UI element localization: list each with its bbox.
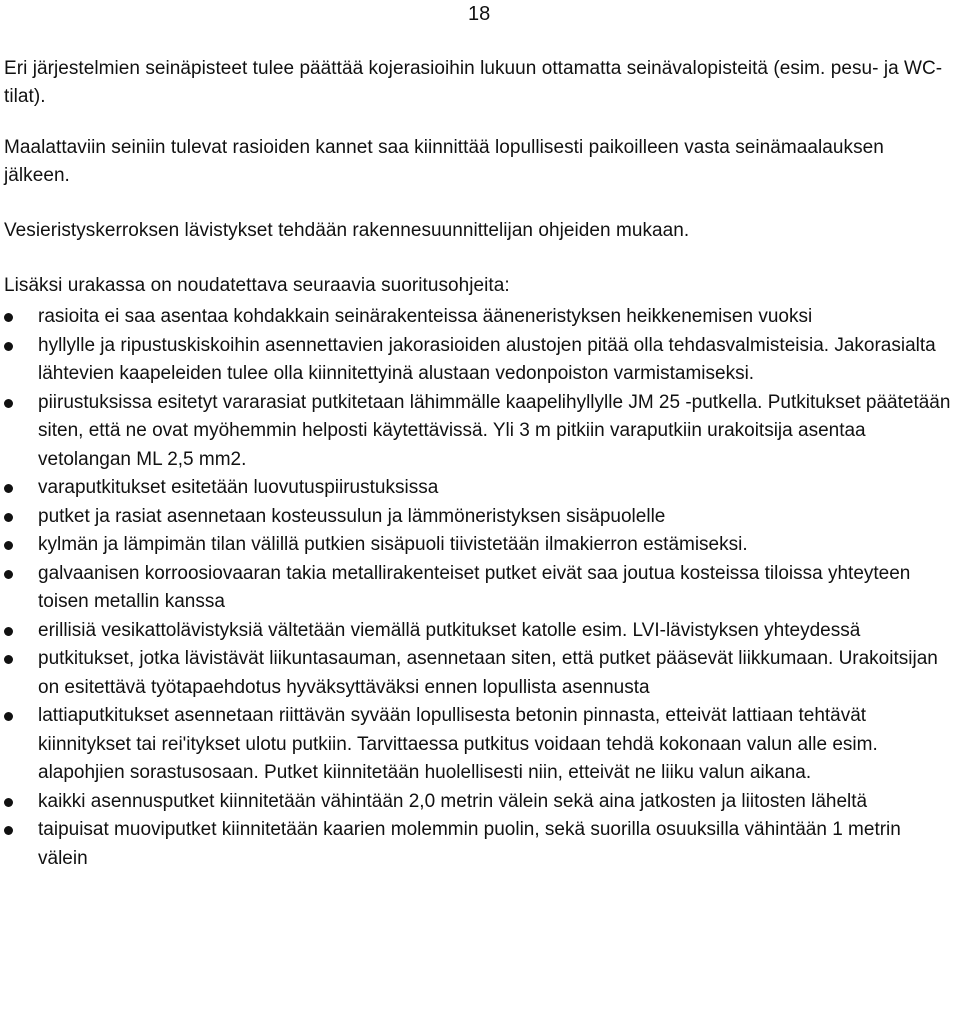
bullet-icon	[4, 712, 13, 721]
page-number: 18	[468, 3, 491, 25]
list-item	[0, 531, 953, 560]
list-item-text: lattiaputkitukset asennetaan riittävän syvään lopullisesta betonin pinnasta, etteivät lattiaan tehtävät kiinnitykset tai rei'itykset ulotu putkiin. Tarvittaessa putkitus voidaan tehdä kokonaan valun alle esim. alapohjien sorastusosaan. Putket kiinnitetään huolellisesti niin, etteivät ne liiku valun aikana.	[38, 705, 878, 783]
list-item-text: rasioita ei saa asentaa kohdakkain seinärakenteissa ääneneristyksen heikkenemisen vuoksi	[38, 306, 813, 327]
paragraph-waterproofing: Vesieristyskerroksen lävistykset tehdään rakennesuunnittelijan ohjeiden mukaan.	[4, 220, 690, 241]
list-item	[0, 788, 953, 817]
list-item	[0, 816, 953, 873]
paragraph-wall-points: Eri järjestelmien seinäpisteet tulee päättää kojerasioihin lukuun ottamatta seinävalopisteitä (esim. pesu- ja WC-tilat).	[4, 58, 943, 107]
list-item-text: putket ja rasiat asennetaan kosteussulun ja lämmöneristyksen sisäpuolelle	[38, 505, 666, 527]
list-item-text: taipuisat muoviputket kiinnitetään kaarien molemmin puolin, sekä suorilla osuuksilla vähintään 1 metrin välein	[38, 819, 901, 869]
bullet-icon	[4, 513, 13, 522]
bullet-icon	[4, 655, 13, 664]
bullet-icon	[4, 798, 13, 807]
bullet-icon	[4, 570, 13, 579]
paragraph-instructions-intro: Lisäksi urakassa on noudatettava seuraavia suoritusohjeita:	[4, 275, 510, 296]
list-item	[0, 560, 953, 617]
list-item-text: putkitukset, jotka lävistävät liikuntasauman, asennetaan siten, että putket pääsevät liikkumaan. Urakoitsijan on esitettävä työtapaehdotus hyväksyttäväksi ennen lopullista asennusta	[38, 648, 938, 698]
list-item	[0, 617, 953, 646]
bullet-icon	[4, 399, 13, 408]
bullet-icon	[4, 627, 13, 636]
bullet-icon	[4, 484, 13, 493]
bullet-icon	[4, 342, 13, 351]
paragraph-box-covers: Maalattaviin seiniin tulevat rasioiden kannet saa kiinnittää lopullisesti paikoilleen vasta seinämaalauksen jälkeen.	[4, 137, 884, 186]
list-item-text: kylmän ja lämpimän tilan välillä putkien sisäpuoli tiivistetään ilmakierron estämiseksi.	[38, 534, 748, 555]
list-item-text: galvaanisen korroosiovaaran takia metallirakenteiset putket eivät saa joutua kosteissa tiloissa yhteyteen toisen metallin kanssa	[38, 562, 911, 612]
instruction-bullet-list	[0, 303, 960, 873]
list-item	[0, 303, 953, 332]
list-item-text: kaikki asennusputket kiinnitetään vähintään 2,0 metrin välein sekä aina jatkosten ja liitosten läheltä	[38, 790, 868, 812]
bullet-icon	[4, 541, 13, 550]
list-item	[0, 389, 953, 475]
list-item	[0, 332, 953, 389]
list-item-text: varaputkitukset esitetään luovutuspiirustuksissa	[38, 477, 439, 498]
bullet-icon	[4, 826, 13, 835]
list-item-text: piirustuksissa esitetyt vararasiat putkitetaan lähimmälle kaapelihyllylle JM 25 -putkella. Putkitukset päätetään siten, että ne ovat myöhemmin helposti käytettävissä. Yli 3 m pitkiin varaputkiin urakoitsija asentaa vetolangan ML 2,5 mm2.	[38, 391, 951, 470]
list-item	[0, 645, 953, 702]
list-item	[0, 702, 953, 788]
list-item	[0, 503, 953, 532]
list-item	[0, 474, 953, 503]
list-item-text: hyllylle ja ripustuskiskoihin asennettavien jakorasioiden alustojen pitää olla tehdasvalmisteisia. Jakorasialta lähtevien kaapeleiden tulee olla kiinnitettyinä alustaan vedonpoiston varmistamiseksi.	[38, 334, 936, 384]
list-item-text: erillisiä vesikattolävistyksiä vältetään viemällä putkitukset katolle esim. LVI-lävistyksen yhteydessä	[38, 619, 861, 641]
bullet-icon	[4, 313, 13, 322]
